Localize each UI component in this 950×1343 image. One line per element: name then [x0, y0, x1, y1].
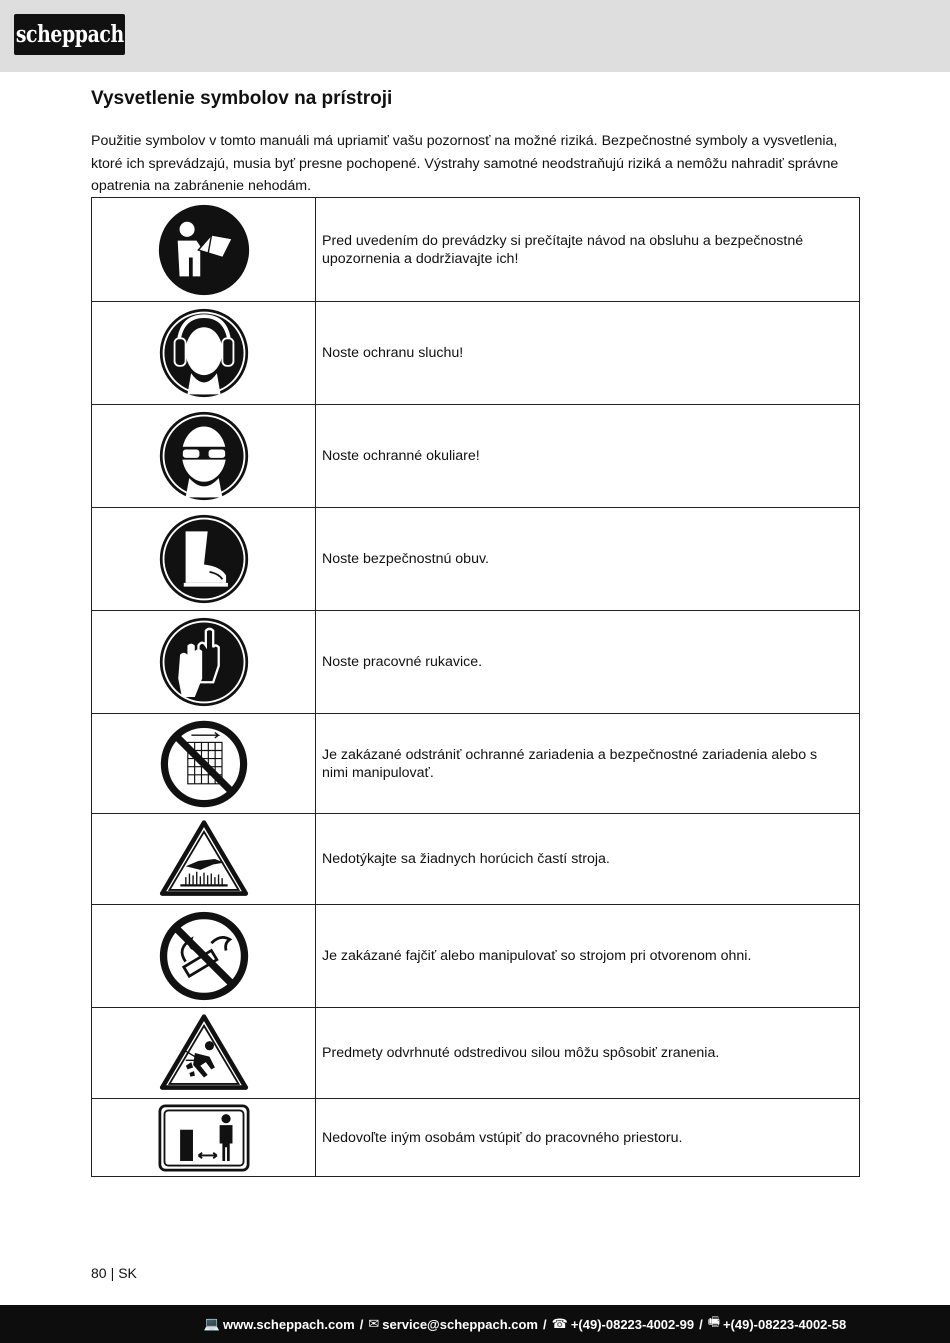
table-row: [92, 714, 860, 814]
contact-footer: [0, 1305, 950, 1343]
icon-cell: [92, 405, 316, 508]
icon-cell: [92, 1008, 316, 1099]
footer-separator: /: [359, 1316, 364, 1332]
footer-separator: /: [699, 1316, 703, 1332]
work-gloves-icon: [158, 616, 250, 708]
symbol-description: Noste bezpečnostnú obuv.: [316, 508, 860, 611]
safety-goggles-icon: [158, 410, 250, 502]
email-link[interactable]: service@scheppach.com: [382, 1316, 538, 1332]
icon-cell: [92, 1099, 316, 1177]
no-guard-removal-icon: [159, 719, 249, 809]
table-row: [92, 508, 860, 611]
page-number: 80: [91, 1265, 107, 1281]
table-row: [92, 405, 860, 508]
no-smoking-open-flame-icon: [158, 910, 250, 1002]
computer-icon: 💻: [203, 1316, 220, 1331]
icon-cell: [92, 302, 316, 405]
symbol-description: Pred uvedením do prevádzky si prečítajte návod na obsluhu a bezpečnostné upozornenia a dodržiavajte ich!: [316, 198, 860, 302]
symbols-table: [91, 197, 860, 1177]
symbol-description: Noste ochranu sluchu!: [316, 302, 860, 405]
phone-icon: ☎: [551, 1316, 568, 1331]
logo-text: scheppach: [15, 21, 124, 48]
hot-surface-warning-icon: [158, 819, 250, 899]
symbol-description: Nedovoľte iným osobám vstúpiť do pracovného priestoru.: [316, 1099, 860, 1177]
icon-cell: [92, 905, 316, 1008]
scheppach-logo: [14, 14, 125, 55]
table-row: [92, 814, 860, 905]
symbol-description: Je zakázané fajčiť alebo manipulovať so strojom pri otvorenom ohni.: [316, 905, 860, 1008]
table-row: [92, 302, 860, 405]
page-title: Vysvetlenie symbolov na prístroji: [91, 88, 393, 109]
safety-boots-icon: [158, 513, 250, 605]
symbol-description: Noste pracovné rukavice.: [316, 611, 860, 714]
keep-distance-icon: [158, 1104, 250, 1172]
website-link[interactable]: www.scheppach.com: [222, 1316, 355, 1332]
footer-separator: /: [543, 1316, 547, 1332]
flying-objects-warning-icon: [158, 1013, 250, 1093]
icon-cell: [92, 508, 316, 611]
icon-cell: [92, 198, 316, 302]
page-separator: |: [110, 1265, 115, 1281]
table-row: [92, 1008, 860, 1099]
symbol-description: Noste ochranné okuliare!: [316, 405, 860, 508]
icon-cell: [92, 611, 316, 714]
phone-number: +(49)-08223-4002-99: [570, 1316, 695, 1332]
table-row: [92, 1099, 860, 1177]
fax-icon: 🖷: [707, 1314, 720, 1329]
read-manual-icon: [157, 203, 251, 297]
icon-cell: [92, 814, 316, 905]
icon-cell: [92, 714, 316, 814]
symbol-description: Nedotýkajte sa žiadnych horúcich častí stroja.: [316, 814, 860, 905]
ear-protection-icon: [158, 307, 250, 399]
table-row: [92, 905, 860, 1008]
header-band: [0, 0, 950, 72]
email-icon: ✉: [368, 1316, 380, 1331]
language-code: SK: [118, 1265, 137, 1281]
intro-paragraph: Použitie symbolov v tomto manuáli má upriamiť vašu pozornosť na možné riziká. Bezpečnostné symboly a vysvetlenia, ktoré ich sprevádzajú, musia byť presne pochopené. Výstrahy samotné neodstraňujú riziká a nemôžu nahradiť správne opatrenia na zabránenie nehodám.: [91, 133, 839, 194]
table-row: [92, 611, 860, 714]
symbol-description: Predmety odvrhnuté odstredivou silou môžu spôsobiť zranenia.: [316, 1008, 860, 1099]
symbol-description: Je zakázané odstrániť ochranné zariadenia a bezpečnostné zariadenia alebo s nimi manipulovať.: [316, 714, 860, 814]
page-number-footer: [91, 1265, 137, 1281]
fax-number: +(49)-08223-4002-58: [722, 1316, 847, 1332]
table-row: [92, 198, 860, 302]
